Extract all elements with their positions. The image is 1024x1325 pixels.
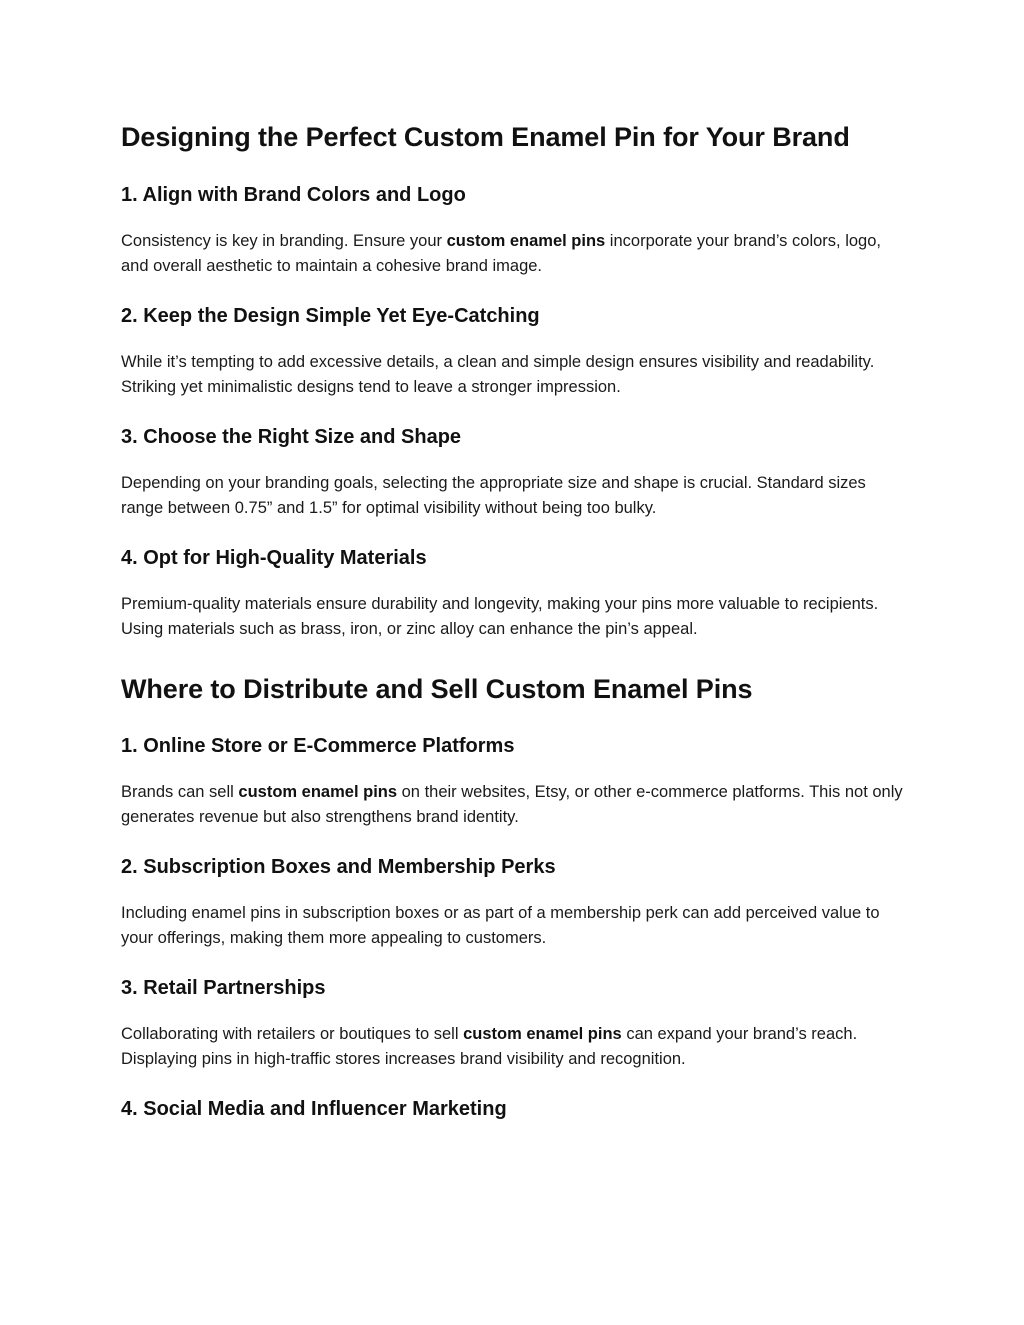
- paragraph-text: Brands can sell: [121, 783, 239, 801]
- bold-keyword: custom enamel pins: [463, 1025, 622, 1043]
- subheading: 3. Choose the Right Size and Shape: [121, 426, 462, 448]
- section-title: Where to Distribute and Sell Custom Enamel Pins: [121, 674, 753, 704]
- paragraph: While it’s tempting to add excessive details, a clean and simple design ensures visibility and readability. Striking yet minimalistic designs tend to leave a stronger impression.: [121, 353, 875, 396]
- paragraph: Depending on your branding goals, selecting the appropriate size and shape is crucial. Standard sizes range between 0.75” and 1.5” for optimal visibility without being too bulky.: [121, 474, 866, 517]
- paragraph: Including enamel pins in subscription boxes or as part of a membership perk can add perceived value to your offerings, making them more appealing to customers.: [121, 904, 880, 947]
- paragraph: Premium-quality materials ensure durability and longevity, making your pins more valuable to recipients. Using materials such as brass, iron, or zinc alloy can enhance the pin’s appeal.: [121, 595, 879, 638]
- paragraph-text: incorporate your brand’s colors, logo, and overall aesthetic to maintain a cohesive brand image.: [121, 232, 881, 275]
- paragraph: [121, 229, 911, 278]
- subheading: 2. Subscription Boxes and Membership Perks: [121, 856, 556, 878]
- paragraph-text: on their websites, Etsy, or other e-commerce platforms. This not only generates revenue but also strengthens brand identity.: [121, 783, 903, 826]
- bold-keyword: custom enamel pins: [446, 232, 606, 250]
- subheading: 4. Social Media and Influencer Marketing: [121, 1098, 507, 1120]
- subheading: 4. Opt for High-Quality Materials: [121, 547, 427, 569]
- subheading: 1. Align with Brand Colors and Logo: [121, 184, 466, 206]
- subheading: 2. Keep the Design Simple Yet Eye-Catching: [121, 305, 540, 327]
- paragraph: [121, 1022, 911, 1071]
- section-title: Designing the Perfect Custom Enamel Pin for Your Brand: [121, 122, 850, 152]
- bold-keyword: custom enamel pins: [238, 783, 398, 801]
- paragraph-text: can expand your brand’s reach. Displaying pins in high-traffic stores increases brand visibility and recognition.: [121, 1025, 858, 1068]
- subheading: 1. Online Store or E-Commerce Platforms: [121, 735, 515, 757]
- paragraph: [121, 780, 911, 829]
- paragraph-text: Collaborating with retailers or boutiques to sell: [121, 1025, 464, 1043]
- subheading: 3. Retail Partnerships: [121, 977, 326, 999]
- paragraph-text: Consistency is key in branding. Ensure your: [121, 232, 447, 250]
